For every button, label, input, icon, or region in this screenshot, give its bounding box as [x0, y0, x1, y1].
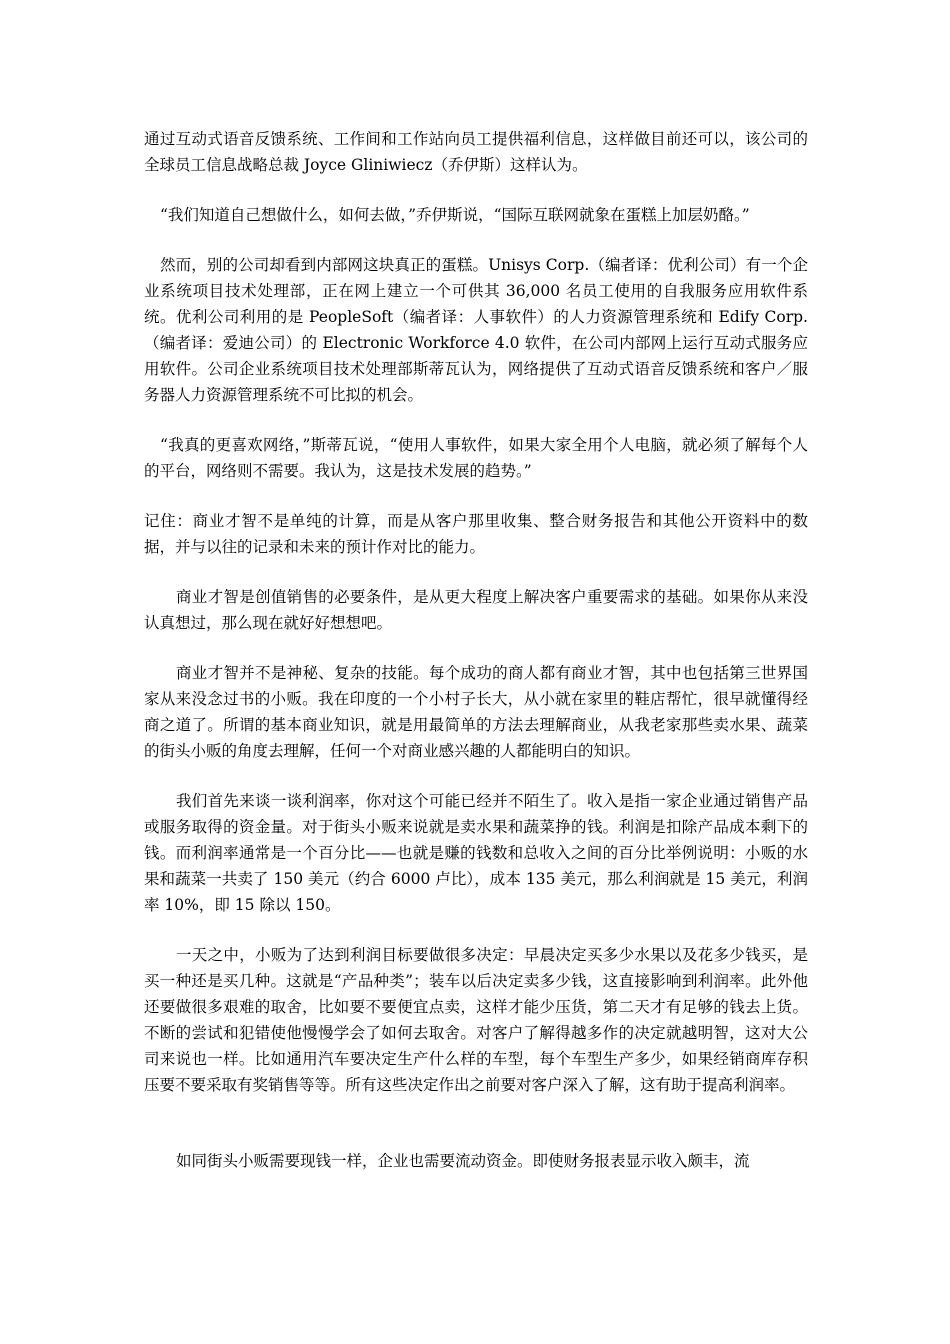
paragraph-1: 通过互动式语音反馈系统、工作间和工作站向员工提供福利信息，这样做目前还可以，该公司的全球员工信息战略总裁 Joyce Gliniwiecz（乔伊斯）这样认为。	[144, 130, 808, 174]
paragraph-8: 我们首先来谈一谈利润率，你对这个可能已经并不陌生了。收入是指一家企业通过销售产品或服务取得的资金量。对于街头小贩来说就是卖水果和蔬菜挣的钱。利润是扣除产品成本剩下的钱。而利润率通常是一个百分比——也就是赚的钱数和总收入之间的百分比举例说明：小贩的水果和蔬菜一共卖了 150 美元（约合 6000 卢比），成本 135 美元，那么利润就是 15 美元，利润率 10%，即 15 除以 150。	[144, 792, 808, 914]
paragraph-7: 商业才智并不是神秘、复杂的技能。每个成功的商人都有商业才智，其中也包括第三世界国家从来没念过书的小贩。我在印度的一个小村子长大，从小就在家里的鞋店帮忙，很早就懂得经商之道了。所谓的基本商业知识，就是用最简单的方法去理解商业，从我老家那些卖水果、蔬菜的街头小贩的角度去理解，任何一个对商业感兴趣的人都能明白的知识。	[144, 664, 808, 760]
paragraph-4: “我真的更喜欢网络，”斯蒂瓦说，“使用人事软件，如果大家全用个人电脑，就必须了解每个人的平台，网络则不需要。我认为，这是技术发展的趋势。”	[144, 436, 808, 480]
paragraph-10: 如同街头小贩需要现钱一样，企业也需要流动资金。即使财务报表显示收入颇丰，流	[176, 1152, 750, 1170]
paragraph-5: 记住：商业才智不是单纯的计算，而是从客户那里收集、整合财务报告和其他公开资料中的数据，并与以往的记录和未来的预计作对比的能力。	[144, 512, 808, 556]
document-body	[144, 126, 808, 1198]
paragraph-9: 一天之中，小贩为了达到利润目标要做很多决定：早晨决定买多少水果以及花多少钱买，是买一种还是买几种。这就是“产品种类”；装车以后决定卖多少钱，这直接影响到利润率。此外他还要做很多艰难的取舍，比如要不要便宜点卖，这样才能少压货，第二天才有足够的钱去上货。不断的尝试和犯错使他慢慢学会了如何去取舍。对客户了解得越多作的决定就越明智，这对大公司来说也一样。比如通用汽车要决定生产什么样的车型，每个车型生产多少，如果经销商库存积压要不要采取有奖销售等等。所有这些决定作出之前要对客户深入了解，这有助于提高利润率。	[144, 946, 808, 1094]
paragraph-2: “我们知道自己想做什么，如何去做，”乔伊斯说，“国际互联网就象在蛋糕上加层奶酪。”	[160, 206, 750, 224]
paragraph-3: 然而，别的公司却看到内部网这块真正的蛋糕。Unisys Corp.（编者译：优利公司）有一个企业系统项目技术处理部，正在网上建立一个可供其 36,000 名员工使用的自我服务应用软件系统。优利公司利用的是 PeopleSoft（编者译：人事软件）的人力资源管理系统和 Edify Corp.（编者译：爱迪公司）的 Electronic Workforce 4.0 软件，在公司内部网上运行互动式服务应用软件。公司企业系统项目技术处理部斯蒂瓦认为，网络提供了互动式语音反馈系统和客户／服务器人力资源管理系统不可比拟的机会。	[144, 256, 808, 404]
paragraph-6: 商业才智是创值销售的必要条件，是从更大程度上解决客户重要需求的基础。如果你从来没认真想过，那么现在就好好想想吧。	[144, 588, 808, 632]
